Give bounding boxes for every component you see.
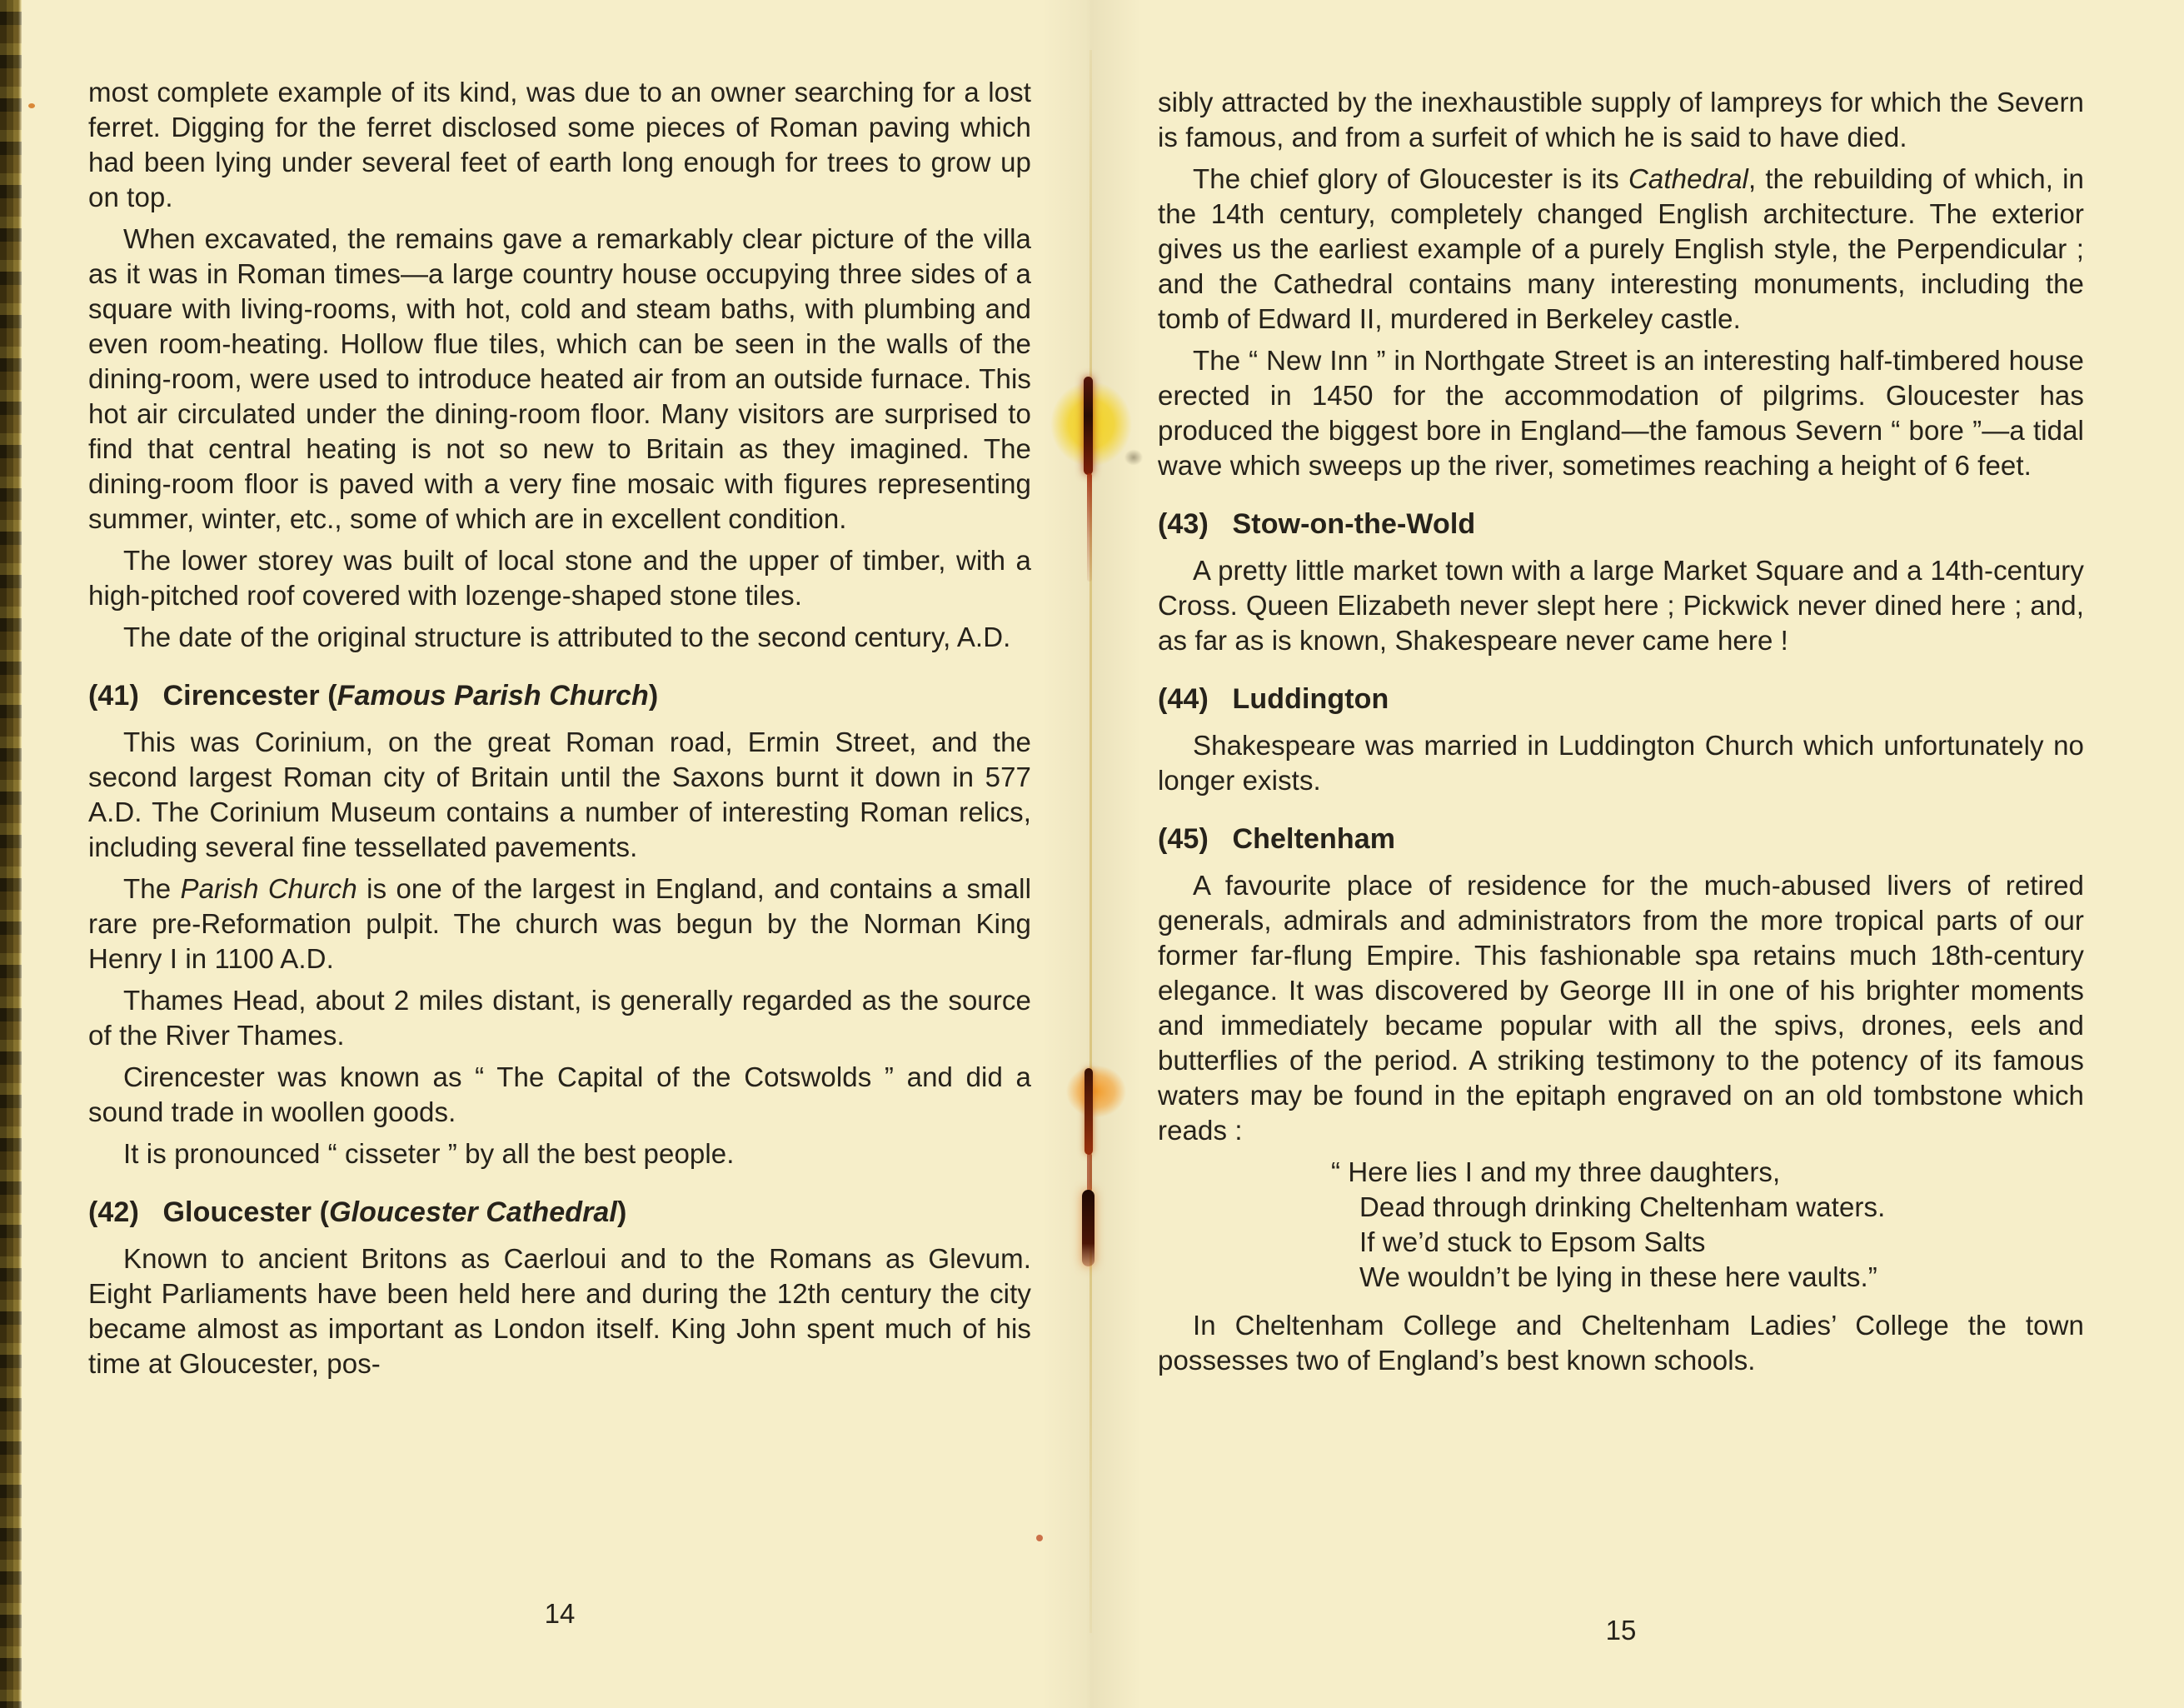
verse-line: Dead through drinking Cheltenham waters. xyxy=(1359,1191,1886,1222)
gutter-crease-line xyxy=(1090,50,1092,1633)
section-heading xyxy=(88,678,1031,713)
text-run: Cirencester was known as “ The Capital of the Cotswolds ” and did a sound trade in woollen goods. xyxy=(88,1061,1031,1127)
paragraph xyxy=(1158,728,2084,798)
text-run: most complete example of its kind, was due to an owner searching for a lost ferret. Digging for the ferret disclosed some pieces of Roman paving which had been lying under several feet of earth long enough for trees to grow up on top. xyxy=(88,77,1031,212)
text-run: The “ New Inn ” in Northgate Street is an interesting half-timbered house erected in 1450 for the accommodation of pilgrims. Gloucester has produced the biggest bore in England—the famous Severn “ bore ”—a tidal wave which sweeps up the river, sometimes reaching a height of 6 feet. xyxy=(1158,345,2084,481)
text-run: is one of the largest in England, and contains a small rare pre-Reformation pulpit. The church was begun by the Norman King Henry I in 1100 A.D. xyxy=(88,873,1031,974)
paragraph xyxy=(88,1136,1031,1171)
text-run: Parish Church xyxy=(180,873,357,904)
text-run: Cathedral xyxy=(1628,163,1748,194)
section-heading xyxy=(1158,682,2084,717)
text-run: (42) Gloucester ( xyxy=(88,1196,330,1228)
paragraph xyxy=(88,1060,1031,1130)
paragraph xyxy=(1158,343,2084,483)
text-run: The lower storey was built of local stone and the upper of timber, with a high-pitched roof covered with lozenge-shaped stone tiles. xyxy=(88,545,1031,611)
lower-gutter-stain-core xyxy=(1085,1068,1093,1155)
text-run: When excavated, the remains gave a remarkably clear picture of the villa as it was in Roman times—a large country house occupying three sides of a square with living-rooms, with hot, cold and steam baths, with plumbing and even room-heating. Hollow flue tiles, which can be seen in the walls of the dining-room, were used to introduce heated air from an outside furnace. This hot air circulated under the dining-room floor. Many visitors are surprised to find that central heating is not so new to Britain as they imagined. The dining-room floor is paved with a very fine mosaic with figures representing summer, winter, etc., some of which are in excellent condition. xyxy=(88,223,1031,534)
paragraph xyxy=(88,543,1031,613)
paragraph xyxy=(1158,85,2084,155)
paragraph xyxy=(1158,868,2084,1148)
page-number-left: 14 xyxy=(544,1598,576,1629)
text-run: (44) Luddington xyxy=(1158,683,1389,715)
section-heading xyxy=(88,1195,1031,1230)
orange-dot-speck xyxy=(28,103,35,108)
section-heading xyxy=(1158,822,2084,856)
text-run: , the rebuilding of which, in the 14th century, completely changed English architecture. The exterior gives us the earliest example of a purely English style, the Perpendicular ; and the Cathedral contains many interesting monuments, including the tomb of Edward II, murdered in Berkeley castle. xyxy=(1158,163,2084,334)
paragraph xyxy=(88,1241,1031,1381)
text-run: The date of the original structure is attributed to the second century, A.D. xyxy=(123,622,1011,652)
verse-line: We wouldn’t be lying in these here vaults.” xyxy=(1359,1261,1877,1292)
section-heading xyxy=(1158,507,2084,542)
upper-gutter-stain-core xyxy=(1084,377,1093,475)
paragraph xyxy=(1158,162,2084,337)
upper-gutter-stain-tail xyxy=(1087,473,1092,582)
lower-gutter-stain-blob xyxy=(1082,1190,1094,1266)
paragraph xyxy=(88,222,1031,537)
ink-smudge xyxy=(1121,447,1146,468)
paragraph xyxy=(1158,1308,2084,1378)
verse-line: If we’d stuck to Epsom Salts xyxy=(1359,1226,1706,1257)
text-run: ) xyxy=(648,680,659,712)
text-run: Shakespeare was married in Luddington Church which unfortunately no longer exists. xyxy=(1158,730,2084,796)
lower-gutter-stain-mid xyxy=(1087,1153,1092,1191)
text-run: The chief glory of Gloucester is its xyxy=(1193,163,1628,194)
text-run: This was Corinium, on the great Roman road, Ermin Street, and the second largest Roman city of Britain until the Saxons burnt it down in 577 A.D. The Corinium Museum contains a number of interesting Roman relics, including several fine tessellated pavements. xyxy=(88,727,1031,862)
paragraph xyxy=(88,725,1031,865)
text-run: It is pronounced “ cisseter ” by all the best people. xyxy=(123,1138,735,1169)
text-run: (45) Cheltenham xyxy=(1158,823,1396,855)
text-run: Famous Parish Church xyxy=(337,680,649,712)
verse-line: “ Here lies I and my three daughters, xyxy=(1331,1156,1781,1187)
page-number-right: 15 xyxy=(1605,1615,1637,1646)
text-run: In Cheltenham College and Cheltenham Ladies’ College the town possesses two of England’s best known schools. xyxy=(1158,1310,2084,1376)
right-page-text xyxy=(1158,85,2084,1385)
paragraph xyxy=(88,75,1031,215)
red-speck xyxy=(1036,1535,1043,1541)
text-run: (41) Cirencester ( xyxy=(88,680,337,712)
text-run: A pretty little market town with a large Market Square and a 14th-century Cross. Queen Elizabeth never slept here ; Pickwick never dined here ; and, as far as is known, Shakespeare never came here ! xyxy=(1158,555,2084,656)
paragraph xyxy=(88,983,1031,1053)
epitaph-verse xyxy=(1331,1155,2084,1295)
text-run: (43) Stow-on-the-Wold xyxy=(1158,508,1476,540)
paragraph xyxy=(88,620,1031,655)
text-run: sibly attracted by the inexhaustible supply of lampreys for which the Severn is famous, and from a surfeit of which he is said to have died. xyxy=(1158,87,2084,152)
text-run: Thames Head, about 2 miles distant, is generally regarded as the source of the River Thames. xyxy=(88,985,1031,1051)
text-run: Gloucester Cathedral xyxy=(329,1196,617,1228)
paragraph xyxy=(88,871,1031,976)
text-run: A favourite place of residence for the much-abused livers of retired generals, admirals and administrators from the more tropical parts of our former far-flung Empire. This fashionable spa retains much 18th-century elegance. It was discovered by George III in one of his brighter moments and immediately became popular with all the spivs, drones, eels and butterflies of the period. A striking testimony to the potency of its famous waters may be found in the epitaph engraved on an old tombstone which reads : xyxy=(1158,870,2084,1146)
left-page-text xyxy=(88,75,1031,1388)
lower-gutter-stain-glow xyxy=(1056,1056,1136,1126)
book-edge-shadow xyxy=(0,0,22,1708)
text-run: The xyxy=(123,873,181,904)
paragraph xyxy=(1158,553,2084,658)
text-run: ) xyxy=(616,1196,627,1228)
text-run: Known to ancient Britons as Caerloui and to the Romans as Glevum. Eight Parliaments have been held here and during the 12th century the city became almost as important as London itself. King John spent much of his time at Gloucester, pos- xyxy=(88,1243,1031,1379)
